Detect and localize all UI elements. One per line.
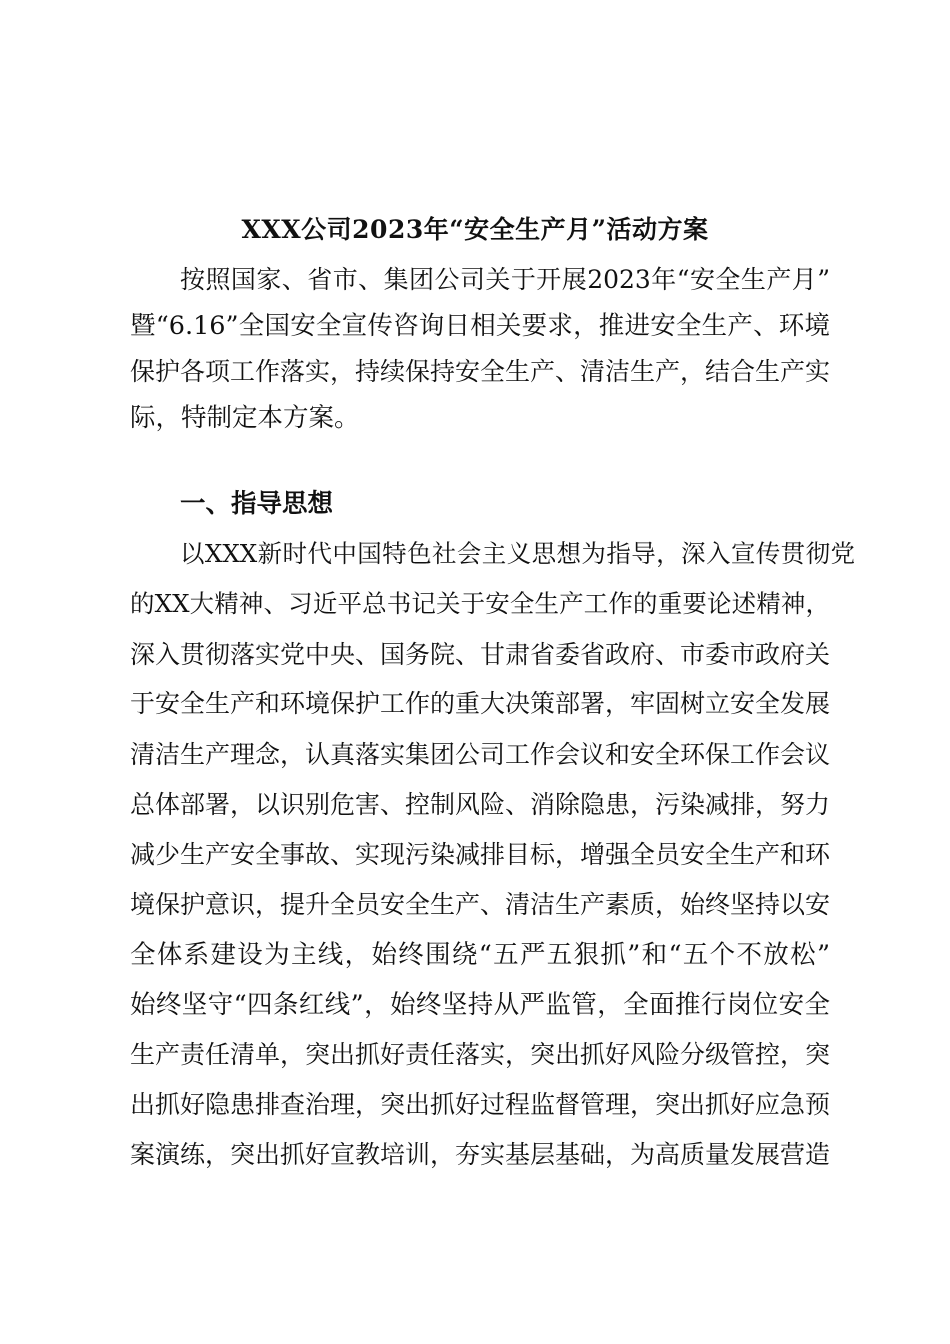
document-title: XXX公司2023年“安全生产月”活动方案 <box>241 215 709 244</box>
section-line-6: 总体部署，以识别危害、控制风险、消除隐患，污染减排，努力 <box>130 790 831 819</box>
section-line-13: 案演练，突出抓好宣教培训，夯实基层基础，为高质量发展营造 <box>130 1140 831 1169</box>
section-line-9: 全体系建设为主线，始终围绕“五严五狠抓”和“五个不放松” <box>130 940 830 970</box>
section-line-8: 境保护意识，提升全员安全生产、清洁生产素质，始终坚持以安 <box>130 890 831 919</box>
intro-line-4: 际，特制定本方案。 <box>130 403 360 433</box>
section-line-3: 深入贯彻落实党中央、国务院、甘肃省委省政府、市委市政府关 <box>130 640 831 669</box>
section-line-1: 以XXX新时代中国特色社会主义思想为指导，深入宣传贯彻党 <box>180 539 855 568</box>
intro-line-1: 按照国家、省市、集团公司关于开展2023年“安全生产月” <box>180 265 830 294</box>
intro-line-2: 暨“6.16”全国安全宣传咨询日相关要求，推进安全生产、环境 <box>130 311 830 341</box>
section-line-5: 清洁生产理念，认真落实集团公司工作会议和安全环保工作会议 <box>130 740 831 769</box>
section-line-4: 于安全生产和环境保护工作的重大决策部署，牢固树立安全发展 <box>130 689 831 718</box>
section-line-12: 出抓好隐患排查治理，突出抓好过程监督管理，突出抓好应急预 <box>130 1090 831 1119</box>
section-line-11: 生产责任清单，突出抓好责任落实，突出抓好风险分级管控，突 <box>130 1040 831 1069</box>
section-line-10: 始终坚守“四条红线”，始终坚持从严监管，全面推行岗位安全 <box>130 990 830 1020</box>
section-heading: 一、指导思想 <box>180 489 334 519</box>
intro-line-3: 保护各项工作落实，持续保持安全生产、清洁生产，结合生产实 <box>130 357 831 386</box>
section-line-7: 减少生产安全事故、实现污染减排目标，增强全员安全生产和环 <box>130 840 831 869</box>
section-line-2: 的XX大精神、习近平总书记关于安全生产工作的重要论述精神， <box>130 589 830 618</box>
